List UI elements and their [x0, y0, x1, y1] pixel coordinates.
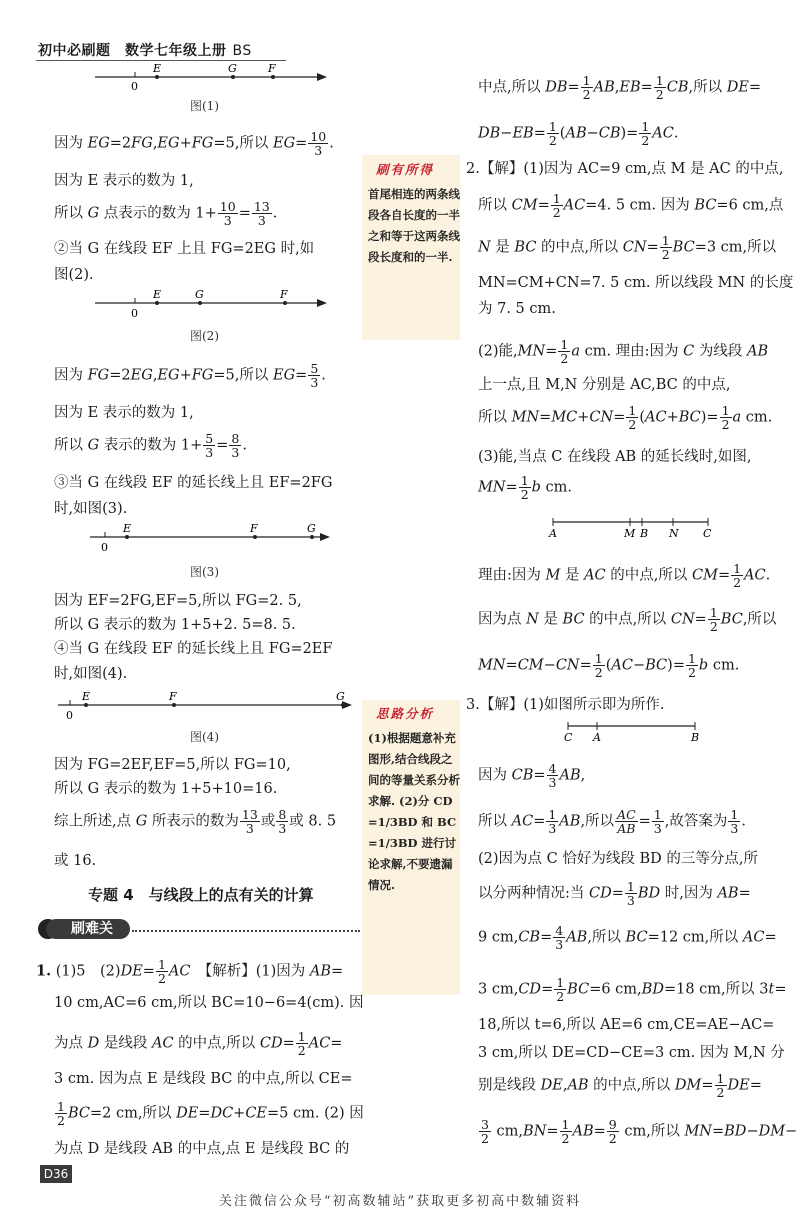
mn-label-a: A	[549, 527, 557, 540]
figure-1-caption: 图(1)	[190, 99, 219, 113]
fig3-label-e: E	[123, 522, 132, 535]
section-badge	[32, 917, 132, 941]
header-rule	[36, 60, 286, 61]
edition-label: BS	[232, 43, 252, 59]
right-line-11: (3)能,当点 C 在线段 AB 的延长线时,如图,	[478, 449, 752, 465]
left-line-8: 所以 G 表示的数为 1+ $\frac{5}{3}$ = $\frac{8}{3}$ .	[54, 431, 247, 461]
left-line-7: 因为 E 表示的数为 1,	[54, 405, 194, 421]
figure-3-caption: 图(3)	[190, 565, 219, 579]
fig4-label-0: 0	[66, 709, 73, 722]
fig4-label-e: E	[82, 690, 91, 703]
fig3-label-0: 0	[101, 541, 108, 554]
right-line-22: 3 cm,CD= $\frac{1}{2}$ BC=6 cm,BD=18 cm,所以 3t=	[478, 975, 787, 1005]
right-line-23: 18,所以 t=6,所以 AE=6 cm,CE=AE−AC=	[478, 1017, 775, 1033]
right-line-25: 别是线段 DE,AB 的中点,所以 DM= $\frac{1}{2}$ DE=	[478, 1071, 762, 1101]
right-line-1: 中点,所以 DB= $\frac{1}{2}$ AB,EB= $\frac{1}{2}$ CB,所以 DE=	[478, 73, 762, 103]
badge-rule	[132, 930, 360, 932]
badge-label: 刷难关	[46, 919, 130, 939]
fig3-label-g: G	[307, 522, 316, 535]
figure-4-number-line	[58, 690, 358, 722]
book-title: 初中必刷题 数学七年级上册	[38, 43, 227, 59]
fig1-label-e: E	[153, 62, 162, 75]
figure-1-number-line	[95, 62, 335, 92]
figure-2-caption: 图(2)	[190, 329, 219, 343]
fig4-label-f: F	[169, 690, 177, 703]
right-line-3: 2.【解】(1)因为 AC=9 cm,点 M 是 AC 的中点,	[466, 161, 784, 177]
mn-label-n: N	[669, 527, 679, 540]
right-line-9: 上一点,且 M,N 分别是 AC,BC 的中点,	[478, 377, 731, 393]
fig3-label-f: F	[250, 522, 258, 535]
left-line-13: ④当 G 在线段 EF 的延长线上且 FG=2EF	[54, 641, 333, 657]
right-line-4: 所以 CM= $\frac{1}{2}$ AC=4. 5 cm. 因为 BC=6 cm,点	[478, 191, 784, 221]
left-line-11: 因为 EF=2FG,EF=5,所以 FG=2. 5,	[54, 593, 302, 609]
fig1-label-f: F	[268, 62, 276, 75]
left-line-10: 时,如图(3).	[54, 501, 128, 517]
cab-label-c: C	[564, 731, 573, 744]
left-line-18: 或 16.	[54, 853, 97, 869]
q1-line-f: 为点 D 是线段 AB 的中点,点 E 是线段 BC 的	[54, 1141, 350, 1157]
right-line-21: 9 cm,CB= $\frac{4}{3}$ AB,所以 BC=12 cm,所以 AC=	[478, 923, 777, 953]
right-line-16: 3.【解】(1)如图所示即为所作.	[466, 697, 665, 713]
right-line-2: DB−EB= $\frac{1}{2}$ (AB−CB)= $\frac{1}{2}$ AC.	[478, 119, 679, 149]
figure-4-caption: 图(4)	[190, 730, 219, 744]
figure-2-number-line	[95, 288, 335, 320]
q1-line-d: 3 cm. 因为点 E 是线段 BC 的中点,所以 CE=	[54, 1071, 353, 1087]
fig2-label-g: G	[195, 288, 204, 301]
right-line-6: MN=CM+CN=7. 5 cm. 所以线段 MN 的长度	[478, 275, 794, 291]
left-line-17: 综上所述,点 G 所表示的数为 $\frac{13}{3}$ 或 $\frac{8}{3}$ 或 8. 5	[54, 807, 337, 837]
right-line-18: 所以 AC= $\frac{1}{3}$ AB,所以 $\frac{AC}{AB}$ = $\frac{1}{3}$ ,故答案为 $\frac{1}{3}$ .	[478, 807, 746, 837]
side-tag-1: 刷有所得	[376, 162, 435, 177]
cab-label-b: B	[691, 731, 700, 744]
right-line-8: (2)能,MN= $\frac{1}{2}$ a cm. 理由:因为 C 为线段 AB	[478, 337, 769, 367]
section-title: 专题 4 与线段上的点有关的计算	[88, 886, 314, 904]
left-line-3: 所以 G 点表示的数为 1+ $\frac{10}{3}$ = $\frac{13}{3}$ .	[54, 199, 278, 229]
right-line-20: 以分两种情况:当 CD= $\frac{1}{3}$ BD 时,因为 AB=	[478, 879, 751, 909]
right-line-10: 所以 MN=MC+CN= $\frac{1}{2}$ (AC+BC)= $\frac{1}{2}$ a cm.	[478, 403, 773, 433]
fig1-label-g: G	[228, 62, 237, 75]
cab-label-a: A	[593, 731, 601, 744]
page-number: D36	[40, 1165, 72, 1183]
fig2-label-0: 0	[131, 307, 138, 320]
right-line-14: 因为点 N 是 BC 的中点,所以 CN= $\frac{1}{2}$ BC,所以	[478, 605, 777, 635]
q1-line-e: $\frac{1}{2}$ BC=2 cm,所以 DE=DC+CE=5 cm. (2) 因	[57, 1099, 364, 1129]
side-tag-2: 思路分析	[376, 706, 435, 721]
figure-segment-amnbc	[548, 512, 718, 542]
figure-3-number-line	[90, 522, 340, 554]
left-line-16: 所以 G 表示的数为 1+5+10=16.	[54, 781, 278, 797]
fig2-label-e: E	[153, 288, 162, 301]
fig2-label-f: F	[280, 288, 288, 301]
left-line-12: 所以 G 表示的数为 1+5+2. 5=8. 5.	[54, 617, 296, 633]
side-note-1: 首尾相连的两条线段各自长度的一半之和等于这两条线段长度和的一半.	[368, 187, 460, 264]
figure-segment-cab	[560, 716, 710, 746]
footer-note: 关注微信公众号“初高数辅站”获取更多初高中数辅资料	[218, 1194, 582, 1209]
left-line-14: 时,如图(4).	[54, 666, 128, 682]
q1-line-b: 10 cm,AC=6 cm,所以 BC=10−6=4(cm). 因	[54, 995, 364, 1011]
side-note-2: (1)根据题意补充图形,结合线段之间的等量关系分析求解. (2)分 CD=1/3BD 和 BC=1/3BD 进行讨论求解,不要遗漏情况.	[368, 731, 460, 892]
running-header	[38, 40, 252, 60]
right-line-12: MN= $\frac{1}{2}$ b cm.	[478, 473, 573, 503]
left-line-5: 图(2).	[54, 267, 94, 283]
q1-line-c: 为点 D 是线段 AC 的中点,所以 CD= $\frac{1}{2}$ AC=	[54, 1029, 343, 1059]
right-line-13: 理由:因为 M 是 AC 的中点,所以 CM= $\frac{1}{2}$ AC.	[478, 561, 771, 591]
left-line-4: ②当 G 在线段 EF 上且 FG=2EG 时,如	[54, 241, 315, 257]
right-line-19: (2)因为点 C 恰好为线段 BD 的三等分点,所	[478, 851, 758, 867]
left-line-6: 因为 FG=2EG,EG+FG=5,所以 EG= $\frac{5}{3}$ .	[54, 361, 326, 391]
mn-label-c: C	[703, 527, 712, 540]
right-line-26: $\frac{3}{2}$ cm,BN= $\frac{1}{2}$ AB= $\frac{9}{2}$ cm,所以 MN=BD−DM−	[481, 1117, 798, 1147]
mn-label-m: M	[624, 527, 636, 540]
right-line-7: 为 7. 5 cm.	[478, 301, 556, 317]
left-line-1: 因为 EG=2FG,EG+FG=5,所以 EG= $\frac{10}{3}$ .	[54, 129, 334, 159]
left-line-2: 因为 E 表示的数为 1,	[54, 173, 194, 189]
left-line-9: ③当 G 在线段 EF 的延长线上且 EF=2FG	[54, 475, 333, 491]
right-line-24: 3 cm,所以 DE=CD−CE=3 cm. 因为 M,N 分	[478, 1045, 785, 1061]
mn-label-b: B	[640, 527, 649, 540]
right-line-17: 因为 CB= $\frac{4}{3}$ AB,	[478, 761, 586, 791]
left-line-15: 因为 FG=2EF,EF=5,所以 FG=10,	[54, 757, 291, 773]
q1-line-a: 1. (1)5 (2)DE= $\frac{1}{2}$ AC 【解析】(1)因为 AB=	[36, 957, 344, 987]
fig1-label-0: 0	[131, 80, 138, 92]
right-line-5: N 是 BC 的中点,所以 CN= $\frac{1}{2}$ BC=3 cm,所以	[478, 233, 777, 263]
fig4-label-g: G	[336, 690, 345, 703]
right-line-15: MN=CM−CN= $\frac{1}{2}$ (AC−BC)= $\frac{1}{2}$ b cm.	[478, 651, 740, 681]
